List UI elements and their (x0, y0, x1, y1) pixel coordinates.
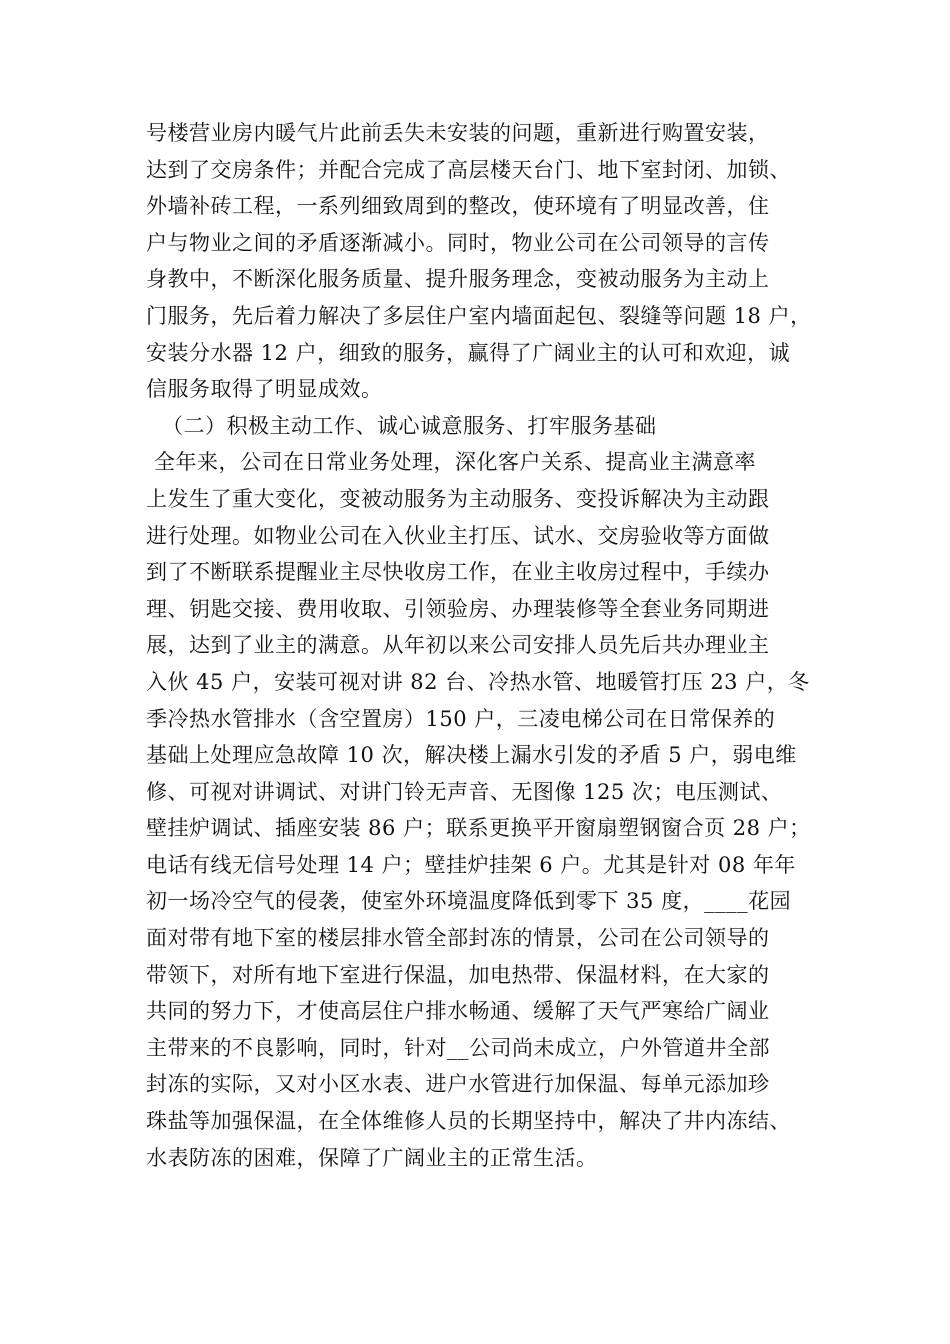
paragraph-line: 修、可视对讲调试、对讲门铃无声音、无图像 125 次；电压测试、 (146, 779, 783, 804)
paragraph-line: 季冷热水管排水（含空置房）150 户，三凌电梯公司在日常保养的 (146, 706, 776, 731)
paragraph-line: 基础上处理应急故障 10 次，解决楼上漏水引发的矛盾 5 户，弱电维 (146, 743, 797, 768)
paragraph-line: 初一场冷空气的侵袭，使室外环境温度降低到零下 35 度，____花园 (146, 889, 792, 914)
paragraph-line: 信服务取得了明显成效。 (146, 377, 383, 402)
paragraph-line: 外墙补砖工程，一系列细致周到的整改，使环境有了明显改善，住 (146, 194, 770, 219)
paragraph-line: 带领下，对所有地下室进行保温，加电热带、保温材料，在大家的 (146, 962, 770, 987)
paragraph-line: 户与物业之间的矛盾逐渐减小。同时，物业公司在公司领导的言传 (146, 230, 770, 255)
paragraph-line: 水表防冻的困难，保障了广阔业主的正常生活。 (146, 1145, 598, 1170)
paragraph-line: 共同的努力下，才使高层住户排水畅通、缓解了天气严寒给广阔业 (146, 999, 770, 1024)
paragraph-line: 门服务，先后着力解决了多层住户室内墙面起包、裂缝等问题 18 户， (146, 303, 812, 328)
paragraph-1 (146, 115, 836, 408)
paragraph-2 (146, 444, 836, 1176)
paragraph-line: 理、钥匙交接、费用收取、引领验房、办理装修等全套业务同期进 (146, 596, 770, 621)
paragraph-line: 达到了交房条件；并配合完成了高层楼天台门、地下室封闭、加锁、 (146, 157, 791, 182)
paragraph-line: 电话有线无信号处理 14 户；壁挂炉挂架 6 户。尤其是针对 08 年年 (146, 852, 796, 877)
paragraph-line: 安装分水器 12 户，细致的服务，赢得了广阔业主的认可和欢迎，诚 (146, 340, 791, 365)
section-heading: （二）积极主动工作、诚心诚意服务、打牢服务基础 (162, 413, 657, 438)
paragraph-line: 入伙 45 户，安装可视对讲 82 台、冷热水管、地暖管打压 23 户，冬 (146, 669, 810, 694)
paragraph-line: 进行处理。如物业公司在入伙业主打压、试水、交房验收等方面做 (146, 523, 770, 548)
paragraph-line: 壁挂炉调试、插座安装 86 户；联系更换平开窗扇塑钢窗合页 28 户； (146, 816, 811, 841)
paragraph-line: 珠盐等加强保温，在全体维修人员的长期坚持中，解决了井内冻结、 (146, 1109, 791, 1134)
paragraph-line: 展，达到了业主的满意。从年初以来公司安排人员先后共办理业主 (146, 633, 770, 658)
paragraph-line: 号楼营业房内暖气片此前丢失未安装的问题，重新进行购置安装， (146, 121, 770, 145)
paragraph-line: 身教中，不断深化服务质量、提升服务理念，变被动服务为主动上 (146, 267, 770, 292)
paragraph-line: 到了不断联系提醒业主尽快收房工作，在业主收房过程中，手续办 (146, 560, 770, 585)
document-body (146, 115, 836, 1176)
paragraph-line: 面对带有地下室的楼层排水管全部封冻的情景，公司在公司领导的 (146, 926, 770, 951)
paragraph-line: 上发生了重大变化，变被动服务为主动服务、变投诉解决为主动跟 (146, 486, 770, 511)
paragraph-line: 全年来，公司在日常业务处理，深化客户关系、提高业主满意率 (154, 450, 756, 475)
paragraph-line: 主带来的不良影响，同时，针对__公司尚未成立，户外管道井全部 (146, 1035, 770, 1060)
paragraph-line: 封冻的实际，又对小区水表、进户水管进行加保温、每单元添加珍 (146, 1072, 770, 1097)
